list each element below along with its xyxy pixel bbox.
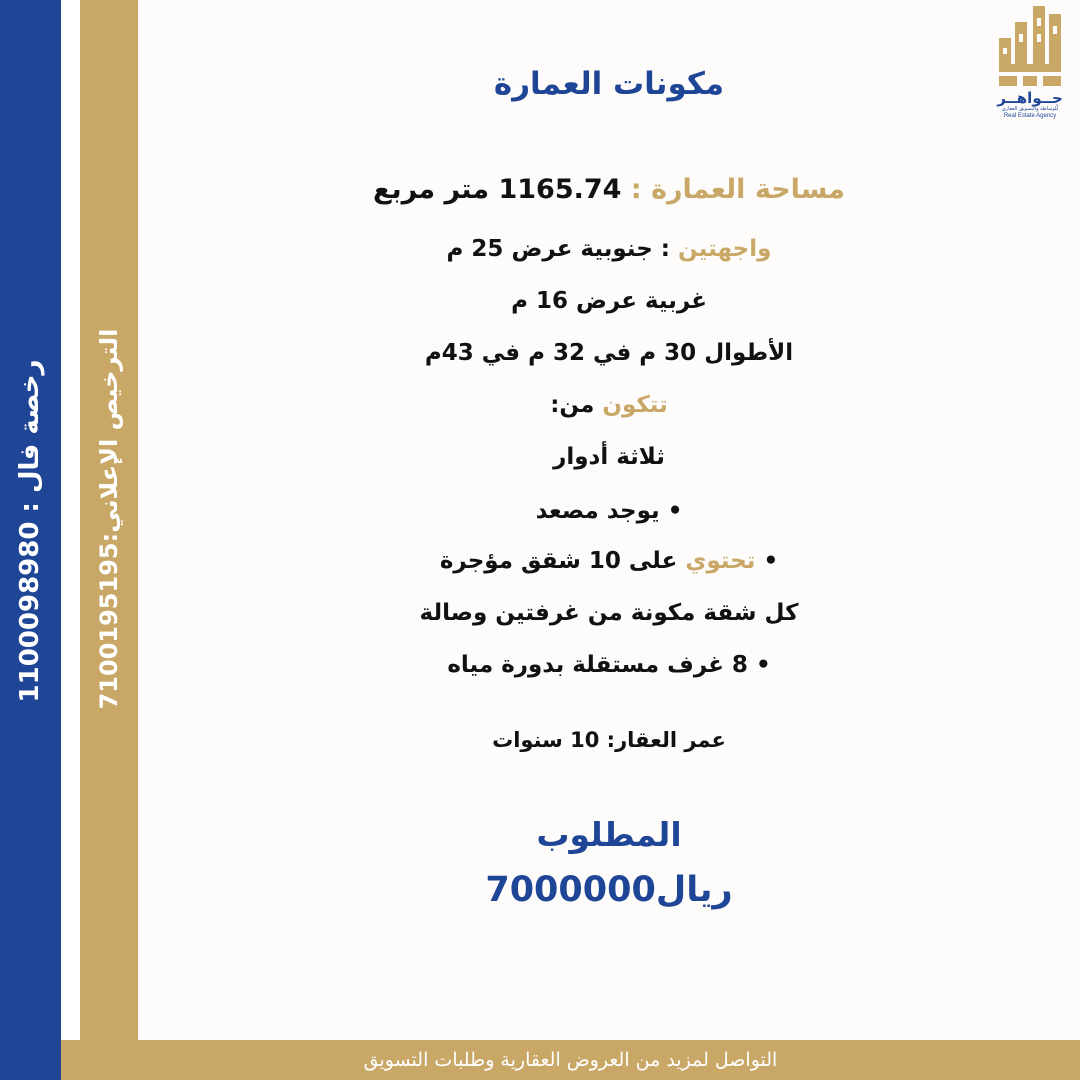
facades-line: [138, 228, 1080, 270]
logo-tagline: للوساطة والتسويق العقاري: [1001, 106, 1059, 112]
facades-label: واجهتين: [678, 236, 772, 262]
age-line: [138, 720, 1080, 760]
page-title: مكونات العمارة: [493, 66, 725, 102]
price-line: [138, 864, 1080, 916]
footer-text: التواصل لمزيد من العروض العقارية وطلبات التسويق: [363, 1049, 778, 1071]
apartments-label: تحتوي: [685, 548, 756, 574]
logo-english-name: Real Estate Agency: [1003, 113, 1057, 119]
floors-line: ثلاثة أدوار: [553, 444, 665, 470]
apartments-text: على 10 شقق مؤجرة: [439, 548, 678, 574]
rooms-line: [138, 644, 1080, 686]
bullet: •: [763, 548, 779, 574]
age-label: عمر العقار: [615, 728, 726, 752]
price-label: المطلوب: [536, 815, 682, 854]
dimensions-line: الأطوال 30 م في 32 م في 43م: [424, 340, 794, 366]
apartments-line: [138, 540, 1080, 582]
price-value: 7000000: [485, 870, 656, 910]
area-value: 1165.74 متر مربع: [373, 174, 622, 205]
ad-license-text: الترخيص الإعلاني:7100195195: [95, 328, 123, 710]
apartment-rooms-line: كل شقة مكونة من غرفتين وصالة: [419, 600, 799, 626]
west-facade: غربية عرض 16 م: [511, 288, 707, 314]
facades-separator: :: [660, 236, 670, 262]
south-facade: جنوبية عرض 25 م: [446, 236, 653, 262]
price-currency: ريال: [655, 870, 733, 910]
age-separator: :: [606, 728, 616, 752]
age-value: 10 سنوات: [492, 728, 600, 752]
rooms-text: 8 غرف مستقلة بدورة مياه: [447, 652, 748, 678]
area-line: [138, 168, 1080, 212]
bullet: •: [667, 498, 683, 524]
bullet: •: [755, 652, 771, 678]
elevator-text: يوجد مصعد: [535, 498, 660, 524]
logo-name: جــواهــر: [997, 89, 1063, 107]
elevator-line: [138, 490, 1080, 532]
area-separator: :: [630, 174, 642, 205]
consists-label: تتكون: [602, 392, 668, 418]
fal-license-text: رخصة فال : 1100098980: [15, 359, 45, 703]
stripe-gap: [61, 0, 80, 1040]
area-label: مساحة العمارة: [651, 174, 845, 205]
consists-line: [138, 384, 1080, 426]
consists-rest: من:: [550, 392, 595, 418]
